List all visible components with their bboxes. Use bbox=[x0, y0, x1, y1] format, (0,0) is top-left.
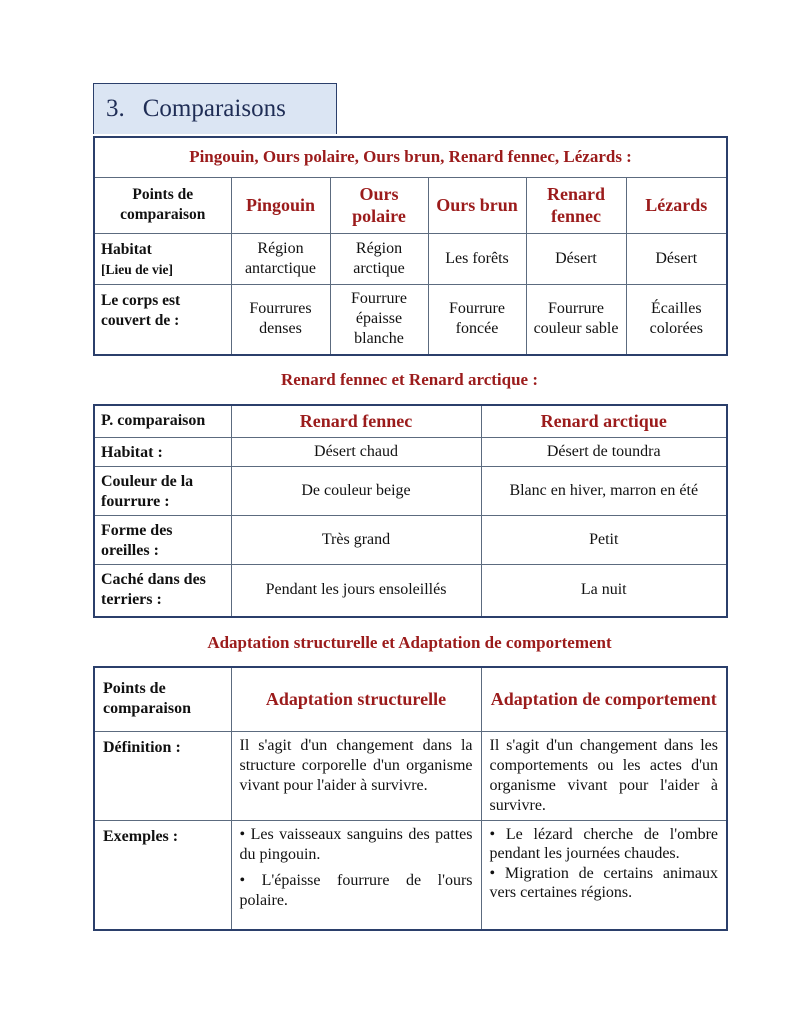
table3-row-label-definition: Définition : bbox=[94, 731, 231, 820]
examples-comportement bbox=[481, 820, 727, 930]
table2-row-label: Caché dans des terriers : bbox=[94, 564, 231, 617]
table1-caption: Pingouin, Ours polaire, Ours brun, Renard fennec, Lézards : bbox=[94, 137, 727, 177]
table-cell: Région antarctique bbox=[231, 233, 330, 284]
table-cell: Désert chaud bbox=[231, 437, 481, 466]
table3-header-structurelle: Adaptation structurelle bbox=[231, 667, 481, 731]
table-cell: Petit bbox=[481, 515, 727, 564]
table3-corner-header: Points de comparaison bbox=[94, 667, 231, 731]
table2-corner-header: P. comparaison bbox=[94, 405, 231, 437]
table-cell: Les forêts bbox=[428, 233, 526, 284]
table-cell: La nuit bbox=[481, 564, 727, 617]
definition-comportement: Il s'agit d'un changement dans les comportements ou les actes d'un organisme vivant pour l'aider à survivre. bbox=[481, 731, 727, 820]
table-cell: Fourrure épaisse blanche bbox=[330, 284, 428, 355]
table1-header-lezards: Lézards bbox=[626, 177, 727, 233]
section-title: Comparaisons bbox=[142, 95, 286, 122]
list-item: • Migration de certains animaux vers certaines régions. bbox=[489, 864, 718, 901]
table2-row-label: Couleur de la fourrure : bbox=[94, 466, 231, 515]
comparison-table-animals bbox=[93, 136, 728, 356]
table-cell: Désert bbox=[626, 233, 727, 284]
table2-caption: Renard fennec et Renard arctique : bbox=[280, 370, 538, 389]
section-number: 3. bbox=[106, 95, 125, 122]
examples-structurelle bbox=[231, 820, 481, 930]
table1-row-label-habitat bbox=[94, 233, 231, 284]
table-cell: Blanc en hiver, marron en été bbox=[481, 466, 727, 515]
comparison-table-foxes bbox=[93, 404, 728, 618]
definition-structurelle: Il s'agit d'un changement dans la structure corporelle d'un organisme vivant pour l'aider à survivre. bbox=[231, 731, 481, 820]
table1-corner-header: Points de comparaison bbox=[94, 177, 231, 233]
table3-row-label-exemples: Exemples : bbox=[94, 820, 231, 930]
table2-header-renard-fennec: Renard fennec bbox=[231, 405, 481, 437]
table-cell: Désert de toundra bbox=[481, 437, 727, 466]
habitat-sublabel: [Lieu de vie] bbox=[101, 261, 173, 277]
table2-row-label: Forme des oreilles : bbox=[94, 515, 231, 564]
table1-header-pingouin: Pingouin bbox=[231, 177, 330, 233]
table3-caption: Adaptation structurelle et Adaptation de comportement bbox=[207, 633, 612, 652]
table-cell: Pendant les jours ensoleillés bbox=[231, 564, 481, 617]
habitat-label: Habitat bbox=[101, 240, 152, 258]
table-cell: Région arctique bbox=[330, 233, 428, 284]
table-cell: Fourrure couleur sable bbox=[526, 284, 626, 355]
table1-row-label-corps: Le corps est couvert de : bbox=[94, 284, 231, 355]
comparison-table-adaptations bbox=[93, 666, 728, 931]
table-cell: Écailles colorées bbox=[626, 284, 727, 355]
table-cell: Très grand bbox=[231, 515, 481, 564]
table2-row-label: Habitat : bbox=[94, 437, 231, 466]
section-title-box bbox=[93, 83, 337, 134]
list-item: • Les vaisseaux sanguins des pattes du pingouin. bbox=[239, 825, 473, 863]
list-item: • Le lézard cherche de l'ombre pendant les journées chaudes. bbox=[489, 825, 718, 862]
table2-header-renard-arctique: Renard arctique bbox=[481, 405, 727, 437]
list-item: • L'épaisse fourrure de l'ours polaire. bbox=[239, 871, 473, 909]
table-cell: De couleur beige bbox=[231, 466, 481, 515]
table1-header-ours-brun: Ours brun bbox=[428, 177, 526, 233]
table3-header-comportement: Adaptation de comportement bbox=[481, 667, 727, 731]
table1-header-ours-polaire: Ours polaire bbox=[330, 177, 428, 233]
table1-header-renard-fennec: Renard fennec bbox=[526, 177, 626, 233]
table-cell: Fourrures denses bbox=[231, 284, 330, 355]
table-cell: Désert bbox=[526, 233, 626, 284]
table-cell: Fourrure foncée bbox=[428, 284, 526, 355]
